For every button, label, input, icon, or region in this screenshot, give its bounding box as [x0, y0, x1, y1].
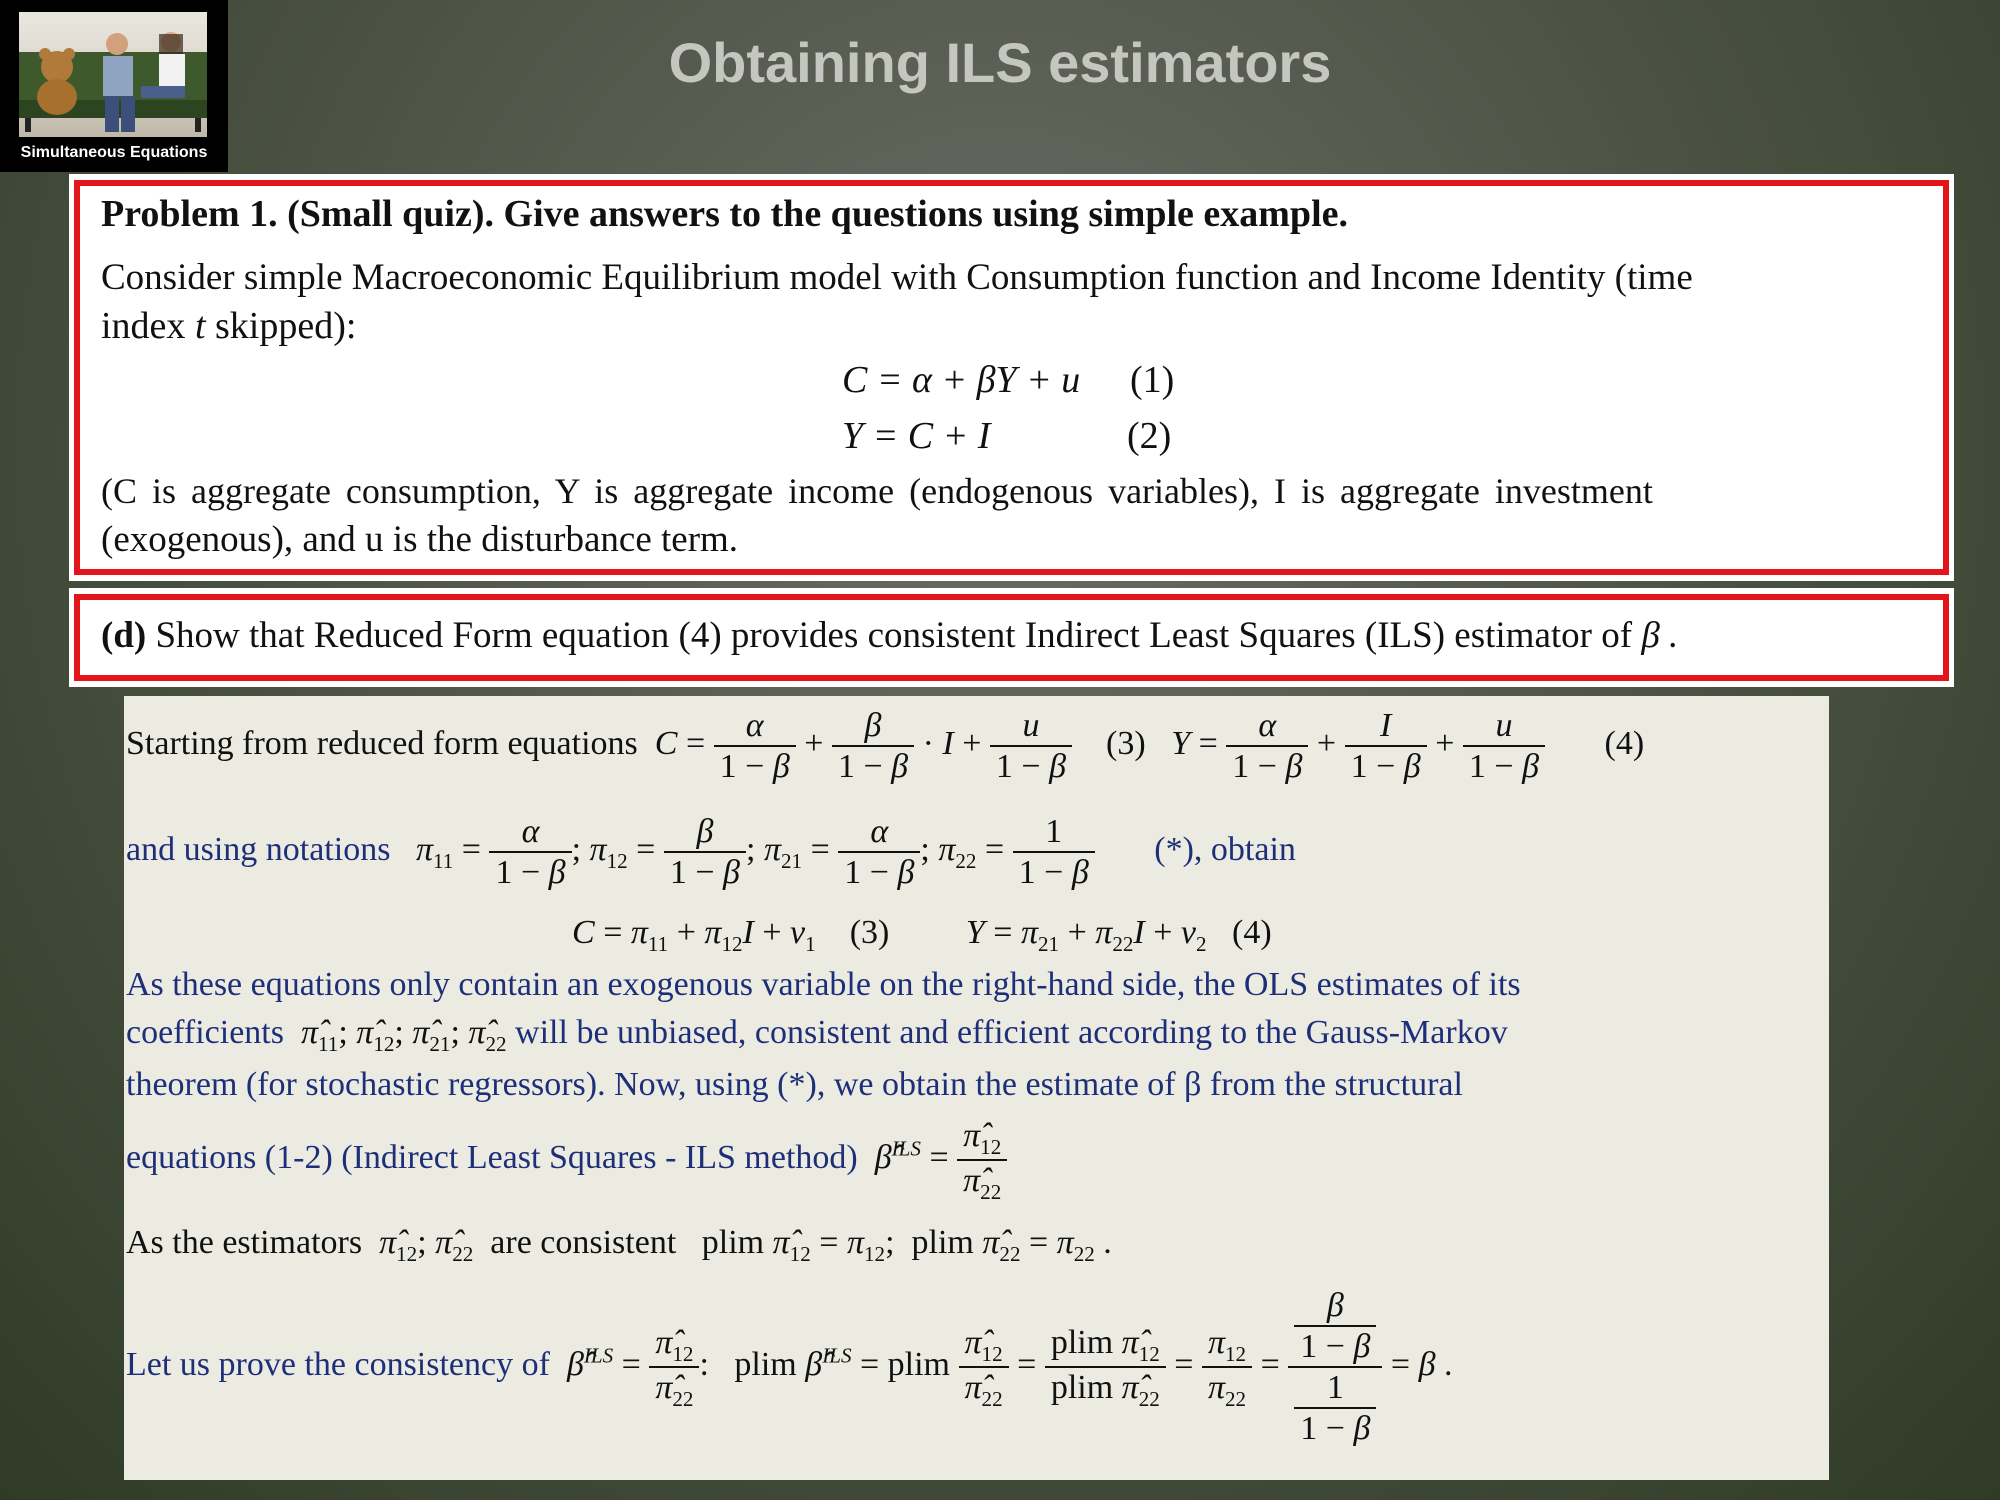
equation-2-number: (2)	[1127, 415, 1172, 457]
problem-box	[69, 174, 1954, 581]
para-6: Let us prove the consistency of β̂$^{ILS}$ = $\frac{\pî_{12}}{\pî_{22}}$ : plim β̂$^{ILS}$ = plim $\frac{\pî_{12}}{\pî_{22}}$ = $\frac{plim \pî_{12}}{plim \pî_{22}}$ = $\frac{\pi_{12}}{\pi_{22}}$ = $\frac{\frac{\beta}{1 - \beta}}{\frac{1}{1 - \beta}}$ = β .	[126, 1287, 1453, 1448]
para4-text: equations (1-2) (Indirect Least Squares - ILS method)	[126, 1138, 858, 1176]
question-d-symbol: β .	[1641, 615, 1679, 656]
question-d-body: Show that Reduced Form equation (4) provides consistent Indirect Least Squares (ILS) estimator of	[155, 615, 1633, 656]
para-3: theorem (for stochastic regressors). Now, using (*), we obtain the estimate of β from the structural	[126, 1066, 1463, 1103]
para-5: As the estimators $\pî_{12}$; $\pî_{22}$ are consistent plim $\pî_{12} = \pi_{12}$; plim $\pî_{22} = \pi_{22}$ .	[126, 1224, 1112, 1266]
equation-1-number: (1)	[1130, 359, 1175, 401]
rf-eq3-num: (3)	[849, 914, 890, 951]
equation-1: C = α + βY + u	[842, 359, 1081, 401]
intro-var-t: t	[194, 305, 206, 347]
line2-tail: (*), obtain	[1154, 830, 1296, 868]
problem-note-line1: (C is aggregate consumption, Y is aggregate income (endogenous variables), I is aggregate investment	[101, 471, 1653, 511]
problem-intro-line2	[101, 304, 356, 348]
line2-text: and using notations	[126, 830, 391, 868]
problem-heading: Problem 1. (Small quiz). Give answers to the questions using simple example.	[101, 193, 1348, 235]
problem-intro-line1: Consider simple Macroeconomic Equilibrium model with Consumption function and Income Identity (time	[101, 257, 1693, 298]
slide-title: Obtaining ILS estimators	[668, 31, 1332, 94]
para-2: coefficients $\pî_{11}$; $\pî_{12}$; $\pî_{21}$; $\pî_{22}$ will be unbiased, consistent and efficient according to the Gauss-Markov	[126, 1014, 1508, 1056]
line1-eq3-num: (3)	[1106, 724, 1146, 762]
intro-text-a: index	[101, 305, 186, 347]
line1-text: Starting from reduced form equations	[126, 724, 638, 762]
question-d-text	[101, 614, 1678, 657]
answer-line-1: Starting from reduced form equations C = $\frac{\alpha}{1 - \beta}$ + $\frac{\beta}{1 - \beta}$ · I + $\frac{u}{1 - \beta}$ (3) Y = $\frac{\alpha}{1 - \beta}$ + $\frac{I}{1 - \beta}$ + $\frac{u}{1 - \beta}$ (4)	[126, 707, 1645, 786]
para6-text: Let us prove the consistency of	[126, 1345, 550, 1383]
rf-eq4-num: (4)	[1232, 914, 1272, 951]
para-1: As these equations only contain an exogenous variable on the right-hand side, the OLS estimates of its	[126, 966, 1521, 1003]
question-d-label: (d)	[101, 615, 147, 656]
problem-note-line2: (exogenous), and u is the disturbance term.	[101, 519, 739, 560]
question-d-box	[69, 588, 1954, 687]
para2-a: coefficients	[126, 1014, 284, 1051]
logo-caption: Simultaneous Equations	[20, 144, 208, 161]
equation-2: Y = C + I	[842, 415, 991, 457]
answer-panel	[124, 696, 1829, 1480]
para5-b: are consistent	[490, 1224, 677, 1261]
para-4: equations (1-2) (Indirect Least Squares - ILS method) β̂$^{ILS}$ = $\frac{\pî_{12}}{\pî_{22}}$	[126, 1116, 1007, 1204]
answer-line-2: and using notations $\pi_{11}$ = $\frac{\alpha}{1 - \beta}$ ; $\pi_{12}$ = $\frac{\beta}{1 - \beta}$ ; $\pi_{21}$ = $\frac{\alpha}{1 - \beta}$ ; $\pi_{22}$ = $\frac{1}{1 - \beta}$ (*), obtain	[126, 813, 1296, 892]
para2-b: will be unbiased, consistent and efficient according to the Gauss-Markov	[515, 1014, 1508, 1051]
intro-text-b: skipped):	[215, 305, 357, 347]
line1-eq4-num: (4)	[1604, 724, 1645, 762]
para5-a: As the estimators	[126, 1224, 363, 1261]
reduced-form-equations: $C = \pi_{11} + \pi_{12}I + v_1$ (3) $Y = \pi_{21} + \pi_{22}I + v_2$ (4)	[572, 914, 1272, 956]
